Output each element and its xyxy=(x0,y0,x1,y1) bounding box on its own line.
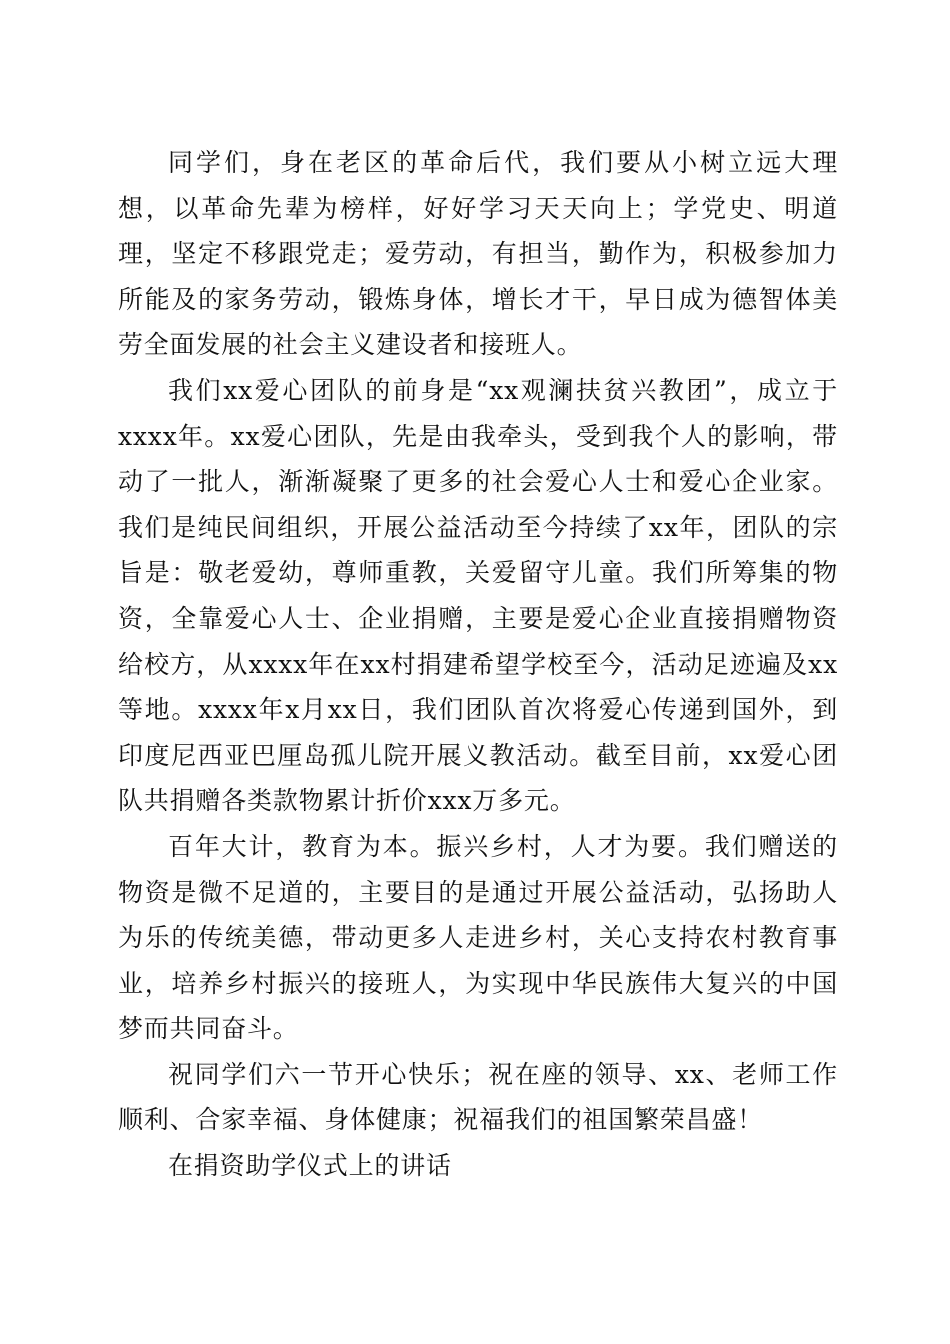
document-body xyxy=(118,140,838,1189)
paragraph-closing-wishes: 祝同学们六一节开心快乐；祝在座的领导、xx、老师工作顺利、合家幸福、身体健康；祝福我们的祖国繁荣昌盛！ xyxy=(118,1059,838,1135)
paragraph-speech-title: 在捐资助学仪式上的讲话 xyxy=(168,1151,452,1181)
paragraph-education-purpose: 百年大计，教育为本。振兴乡村，人才为要。我们赠送的物资是微不足道的，主要目的是通过开展公益活动，弘扬助人为乐的传统美德，带动更多人走进乡村，关心支持农村教育事业，培养乡村振兴的接班人，为实现中华民族伟大复兴的中国梦而共同奋斗。 xyxy=(118,831,838,1044)
paragraph-team-history: 我们xx爱心团队的前身是“xx观澜扶贫兴教团”，成立于xxxx年。xx爱心团队，先是由我牵头，受到我个人的影响，带动了一批人，渐渐凝聚了更多的社会爱心人士和爱心企业家。我们是纯民间组织，开展公益活动至今持续了xx年，团队的宗旨是：敬老爱幼，尊师重教，关爱留守儿童。我们所筹集的物资，全靠爱心人士、企业捐赠，主要是爱心企业直接捐赠物资给校方，从xxxx年在xx村捐建希望学校至今，活动足迹遍及xx等地。xxxx年x月xx日，我们团队首次将爱心传递到国外，到印度尼西亚巴厘岛孤儿院开展义教活动。截至目前，xx爱心团队共捐赠各类款物累计折价xxx万多元。 xyxy=(118,375,838,816)
paragraph-appeal-to-students: 同学们，身在老区的革命后代，我们要从小树立远大理想，以革命先辈为榜样，好好学习天天向上；学党史、明道理，坚定不移跟党走；爱劳动，有担当，勤作为，积极参加力所能及的家务劳动，锻炼身体，增长才干，早日成为德智体美劳全面发展的社会主义建设者和接班人。 xyxy=(118,148,838,360)
